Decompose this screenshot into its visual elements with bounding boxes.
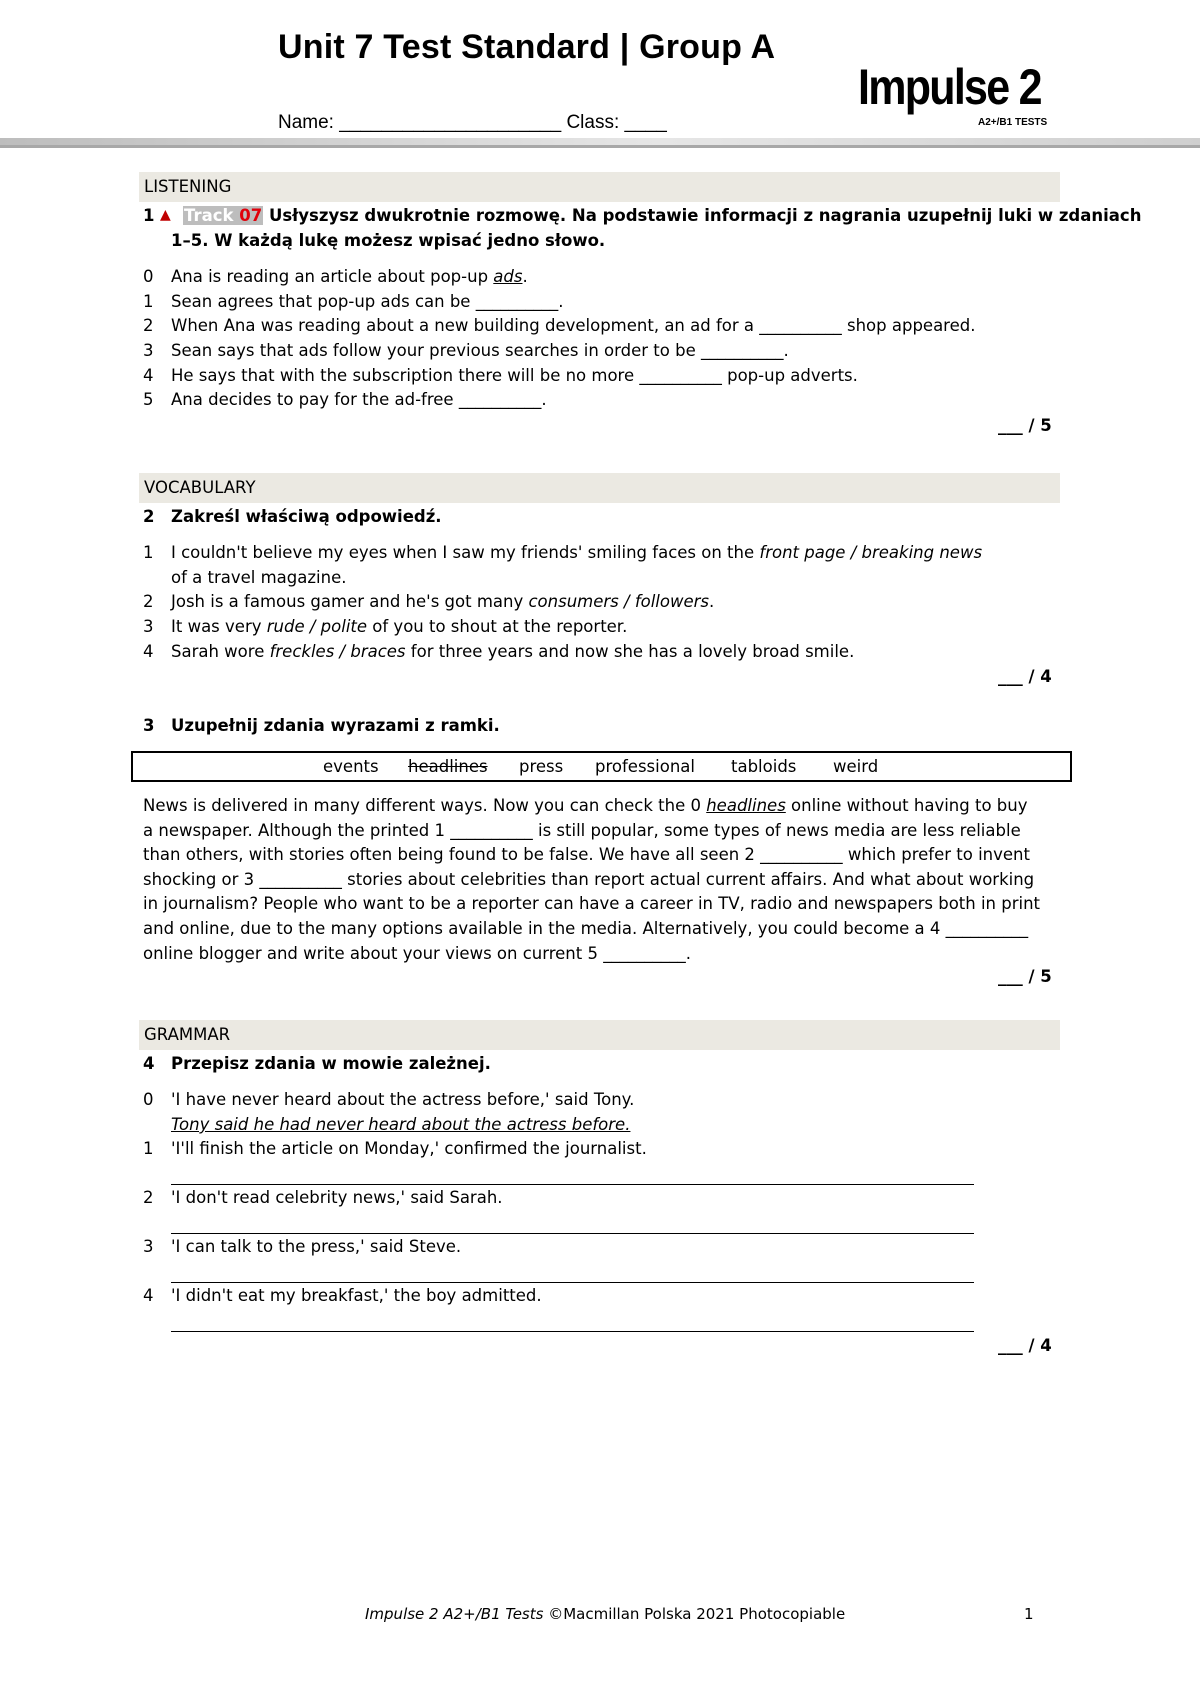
logo-subtitle: A2+/B1 TESTS bbox=[978, 117, 1048, 128]
box-word: press bbox=[519, 757, 564, 776]
vocabulary-task2-score: ___ / 4 bbox=[998, 667, 1052, 686]
paragraph-line: News is delivered in many different ways. Now you can check the 0 headlines online without having to buy bbox=[143, 796, 1028, 815]
box-word: events bbox=[323, 757, 379, 776]
audio-cap-icon: ▲ bbox=[160, 207, 171, 223]
page-title: Unit 7 Test Standard | Group A bbox=[278, 28, 776, 66]
page-number: 1 bbox=[1024, 1605, 1034, 1623]
listening-score: ___ / 5 bbox=[998, 416, 1052, 435]
box-word: professional bbox=[595, 757, 695, 776]
paragraph-line: and online, due to the many options available in the media. Alternatively, you could become a 4 __________ bbox=[143, 918, 1029, 938]
example-answer: headlines bbox=[706, 796, 786, 815]
name-label: Name: bbox=[278, 112, 334, 133]
vocabulary-section-header bbox=[139, 473, 1060, 503]
paragraph-line: shocking or 3 __________ stories about celebrities than report actual current affairs. And what about working bbox=[143, 869, 1035, 889]
example-answer: Tony said he had never heard about the actress before. bbox=[171, 1115, 631, 1134]
box-word-used: headlines bbox=[408, 757, 488, 776]
answer-options: rude / polite bbox=[266, 617, 368, 636]
paragraph-line: than others, with stories often being found to be false. We have all seen 2 __________ which prefer to invent bbox=[143, 845, 1030, 865]
grammar-score: ___ / 4 bbox=[998, 1336, 1052, 1355]
paragraph-line: online blogger and write about your views on current 5 __________. bbox=[143, 943, 691, 963]
header-divider-shadow bbox=[0, 145, 1200, 148]
instruction-text: Usłyszysz dwukrotnie rozmowę. Na podstawie informacji z nagrania uzupełnij luki w zdaniach bbox=[268, 206, 1142, 225]
box-word: weird bbox=[833, 757, 879, 776]
track-label[interactable]: Track 07 bbox=[184, 206, 263, 225]
class-label: Class: bbox=[566, 112, 620, 133]
name-blank: _____________________ bbox=[339, 112, 562, 133]
task-number: 1 bbox=[143, 206, 155, 225]
vocabulary-heading: VOCABULARY bbox=[144, 478, 256, 497]
box-word: tabloids bbox=[731, 757, 797, 776]
grammar-heading: GRAMMAR bbox=[144, 1025, 231, 1044]
answer-options: consumers / followers bbox=[528, 592, 710, 611]
gap-fill-paragraph bbox=[143, 794, 1063, 966]
vocabulary-task3-score: ___ / 5 bbox=[998, 967, 1052, 986]
listening-section-header bbox=[139, 172, 1060, 202]
listening-heading: LISTENING bbox=[144, 177, 232, 196]
grammar-section-header bbox=[139, 1020, 1060, 1050]
answer-line[interactable] bbox=[171, 1331, 974, 1332]
answer-line[interactable] bbox=[171, 1233, 974, 1234]
class-blank: ____ bbox=[624, 112, 667, 133]
answer-options: freckles / braces bbox=[269, 642, 406, 661]
word-box bbox=[131, 751, 1072, 782]
paragraph-line: a newspaper. Although the printed 1 __________ is still popular, some types of news media are less reliable bbox=[143, 820, 1021, 840]
answer-options: front page / breaking news bbox=[759, 543, 983, 562]
impulse-logo: Impulse 2 bbox=[858, 59, 1041, 115]
example-answer: ads bbox=[493, 267, 523, 286]
name-class-row bbox=[278, 112, 667, 134]
paragraph-line: in journalism? People who want to be a reporter can have a career in TV, radio and newspapers both in print bbox=[143, 894, 1041, 914]
answer-line[interactable] bbox=[171, 1184, 974, 1185]
answer-line[interactable] bbox=[171, 1282, 974, 1283]
footer-copyright: Impulse 2 A2+/B1 Tests ©Macmillan Polska 2021 Photocopiable bbox=[365, 1605, 846, 1623]
